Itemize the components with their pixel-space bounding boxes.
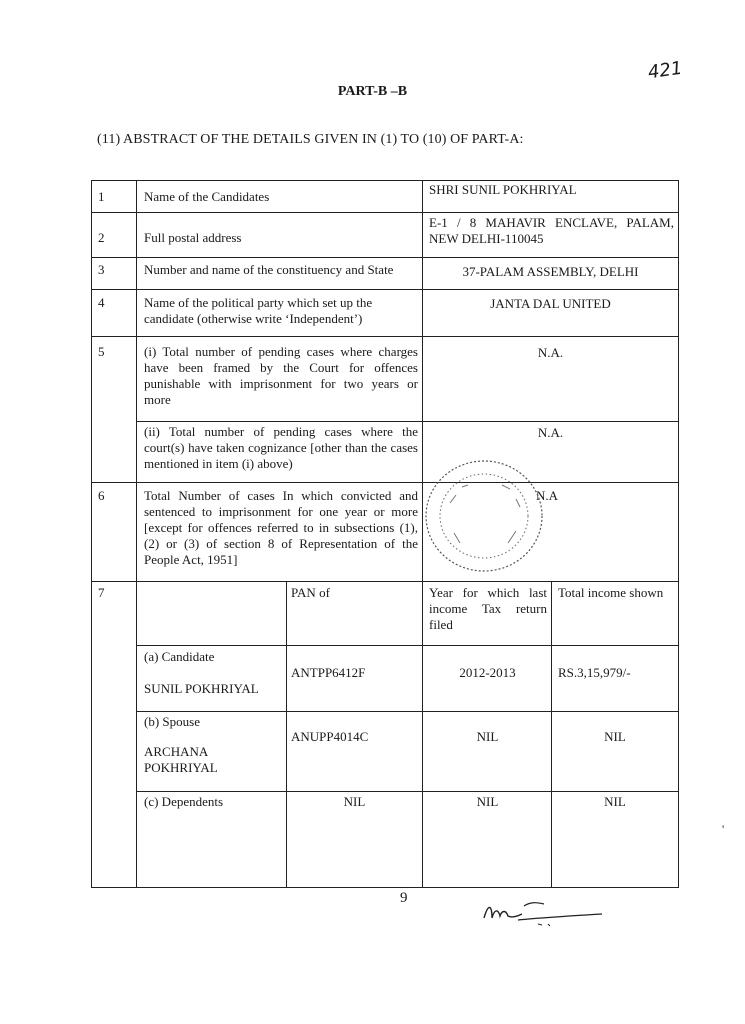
party-value: JANTA DAL UNITED	[490, 296, 611, 311]
office-seal-stamp	[420, 455, 548, 577]
spouse-name: ARCHANA POKHRIYAL	[144, 744, 218, 775]
row-5-ii-label: (ii) Total number of pending cases where the court(s) have taken cognizance [other than the cases mentioned in item (i) above)	[144, 424, 418, 471]
candidate-income: RS.3,15,979/-	[558, 665, 631, 680]
col-year-header: Year for which last income Tax return filed	[429, 585, 547, 632]
col-pan-header: PAN of	[291, 585, 330, 600]
row-1-number: 1	[98, 189, 105, 204]
part-title: PART-B –B	[337, 84, 408, 99]
margin-tick-mark: '	[722, 822, 725, 836]
dependents-pan: NIL	[343, 794, 366, 809]
spouse-pan: ANUPP4014C	[291, 729, 369, 744]
candidate-name-value: SHRI SUNIL POKHRIYAL	[429, 182, 577, 197]
row-7-number: 7	[98, 585, 105, 600]
row-6-number: 6	[98, 488, 105, 503]
spouse-income: NIL	[604, 729, 626, 744]
candidate-name: SUNIL POKHRIYAL	[144, 681, 259, 696]
row-5-i-label: (i) Total number of pending cases where charges have been framed by the Court for offences punishable with imprisonment for two years or more	[144, 344, 418, 407]
col-income-header: Total income shown	[558, 585, 664, 600]
abstract-heading: (11) ABSTRACT OF THE DETAILS GIVEN IN (1) TO (10) OF PART-A:	[97, 132, 524, 147]
candidate-role: (a) Candidate	[144, 649, 215, 664]
row-3-number: 3	[98, 262, 105, 277]
spouse-return-year: NIL	[476, 729, 499, 744]
row-2-number: 2	[98, 230, 105, 245]
row-4-number: 4	[98, 295, 105, 310]
postal-address-value: E-1 / 8 MAHAVIR ENCLAVE, PALAM, NEW DELHI-110045	[429, 215, 674, 246]
row-2-label: Full postal address	[144, 230, 242, 245]
row-6-label: Total Number of cases In which convicted and sentenced to imprisonment for one year or more [except for offences referred to in subsections (1), (2) or (3) of section 8 of Representation of the People Act, 1951]	[144, 488, 418, 567]
dependents-role: (c) Dependents	[144, 794, 224, 809]
row-5-i-value: N.A.	[537, 345, 564, 360]
row-3-label: Number and name of the constituency and State	[144, 262, 394, 277]
row-1-label: Name of the Candidates	[144, 189, 270, 204]
row-4-label: Name of the political party which set up the candidate (otherwise write ‘Independent’)	[144, 295, 373, 326]
handwritten-signature	[478, 892, 608, 932]
row-6-value: N.A	[536, 488, 559, 503]
dependents-return-year: NIL	[476, 794, 499, 809]
row-5-ii-value: N.A.	[537, 425, 564, 440]
candidate-return-year: 2012-2013	[459, 665, 516, 680]
dependents-income: NIL	[604, 794, 626, 809]
constituency-value: 37-PALAM ASSEMBLY, DELHI	[462, 264, 639, 279]
page-number: 9	[400, 890, 408, 906]
handwritten-page-note: 421	[646, 57, 684, 84]
row-5-number: 5	[98, 344, 105, 359]
candidate-pan: ANTPP6412F	[291, 665, 366, 680]
spouse-role: (b) Spouse	[144, 714, 200, 729]
